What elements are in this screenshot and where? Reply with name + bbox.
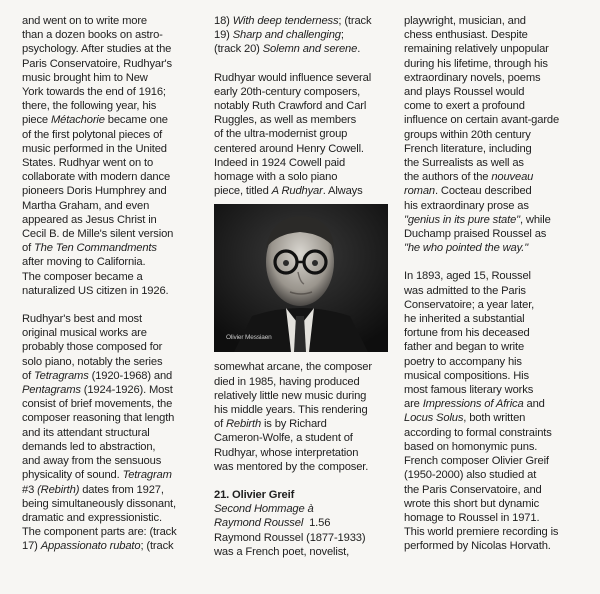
text-line: fortune from his deceased xyxy=(404,327,530,340)
text-line: . Always xyxy=(322,185,363,198)
paragraph xyxy=(214,360,392,474)
text-line: original musical works are xyxy=(22,327,147,340)
text-line: father and began to write xyxy=(404,341,525,354)
text-line: Impressions of Africa xyxy=(422,398,524,411)
text-line: composer reasoning that length xyxy=(22,412,175,425)
text-line: 19) xyxy=(214,29,233,42)
text-line: of xyxy=(22,369,34,382)
text-column-1 xyxy=(22,14,198,554)
text-line: roman xyxy=(404,185,435,198)
text-line: and went on to write more xyxy=(22,15,147,27)
text-line: Tetragram xyxy=(122,469,172,482)
track-header: 21. Olivier Greif xyxy=(214,489,295,502)
text-line: extraordinary novels, poems xyxy=(404,71,541,84)
paragraph xyxy=(404,14,584,255)
text-line: based on homonymic puns. xyxy=(404,440,538,453)
text-line: music performed in the United xyxy=(22,142,167,155)
paragraph xyxy=(404,269,584,553)
text-line: remaining relatively unpopular xyxy=(404,43,549,56)
text-line: groups within 20th century xyxy=(404,128,531,141)
text-line: of xyxy=(22,242,34,255)
text-line: chess enthusiast. Despite xyxy=(404,29,528,42)
text-line: piece, titled xyxy=(214,185,272,198)
text-line: became one xyxy=(104,114,168,127)
text-line: The Ten Commandments xyxy=(34,242,157,255)
text-line: Paris Conservatoire, Rudhyar's xyxy=(22,57,172,70)
text-line: naturalized US citizen in 1926. xyxy=(22,284,169,297)
text-line: , while xyxy=(519,213,551,226)
track-title: Raymond Roussel xyxy=(214,517,304,530)
text-line: ; (track xyxy=(140,540,174,553)
track-duration: 1.56 xyxy=(309,517,331,530)
text-line: 18) xyxy=(214,15,233,27)
text-line: appeared as Jesus Christ in xyxy=(22,213,157,226)
text-line: and xyxy=(523,398,545,411)
text-line: 17) xyxy=(22,540,41,553)
text-line: Indeed in 1924 Cowell paid xyxy=(214,156,346,169)
text-line: Métachorie xyxy=(50,114,105,127)
text-line: Rudhyar would influence several xyxy=(214,71,372,84)
text-line: (Rebirth) xyxy=(37,483,80,496)
text-line: Ruggles, as well as members xyxy=(214,114,357,127)
track-entry xyxy=(214,488,392,559)
text-line: influence on certain avant-garde xyxy=(404,114,560,127)
text-line: probably those composed for xyxy=(22,341,163,354)
text-line: dates from 1927, xyxy=(79,483,164,496)
text-line: physicality of sound. xyxy=(22,469,123,482)
text-line: poetry to accompany his xyxy=(404,355,522,368)
text-line: , both written xyxy=(463,412,526,425)
paragraph xyxy=(22,14,198,298)
text-line: during his lifetime, through his xyxy=(404,57,548,70)
text-line: Cecil B. de Mille's silent version xyxy=(22,228,174,241)
text-line: With deep tenderness xyxy=(232,15,339,27)
text-line: The composer became a xyxy=(22,270,143,283)
text-line: Raymond Roussel (1877-1933) xyxy=(214,531,366,544)
photo-caption: Olivier Messiaen xyxy=(226,334,272,342)
text-line: dramatic and expressionistic. xyxy=(22,511,162,524)
text-line: relatively little new music during xyxy=(214,389,367,402)
text-line: Martha Graham, and even xyxy=(22,199,150,212)
text-line: "genius in its pure state" xyxy=(404,213,520,226)
text-line: performed by Nicolas Horvath. xyxy=(404,540,551,553)
text-line: music brought him to New xyxy=(22,71,148,84)
text-line: psychology. After studies at the xyxy=(22,43,172,56)
portrait-illustration xyxy=(214,204,388,352)
text-line: of the first polytonal pieces of xyxy=(22,128,163,141)
text-line: piece xyxy=(22,114,51,127)
text-line: (1950-2000) also studied at xyxy=(404,469,537,482)
text-line: Rudhyar, whose interpretation xyxy=(214,446,359,459)
text-column-3 xyxy=(404,14,584,554)
text-line: and away from the sensuous xyxy=(22,455,162,468)
text-line: Tetragrams xyxy=(34,369,89,382)
text-line: somewhat arcane, the composer xyxy=(214,361,372,374)
text-line: Rebirth xyxy=(226,418,262,431)
text-line: consist of brief movements, the xyxy=(22,398,173,411)
text-line: and plays Roussel would xyxy=(404,86,525,99)
text-line: York towards the end of 1916; xyxy=(22,86,166,99)
text-line: of the ultra-modernist group xyxy=(214,128,348,141)
text-line: (1924-1926). Most xyxy=(80,384,173,397)
text-line: centered around Henry Cowell. xyxy=(214,142,364,155)
text-line: States. Rudhyar went on to xyxy=(22,157,154,170)
text-line: he inherited a substantial xyxy=(404,313,525,326)
text-line: is by Richard xyxy=(261,418,327,431)
text-line: and its attendant structural xyxy=(22,426,150,439)
track-title: Second Hommage à xyxy=(214,503,314,516)
text-line: ; (track xyxy=(338,15,372,27)
text-line: are xyxy=(404,398,423,411)
text-line: the Surrealists as well as xyxy=(404,157,524,170)
text-line: was admitted to the Paris xyxy=(404,284,526,297)
text-line: come to exert a profound xyxy=(404,100,525,113)
paragraph xyxy=(22,312,198,553)
text-line: according to formal constraints xyxy=(404,426,552,439)
text-line: Pentagrams xyxy=(22,384,81,397)
text-line: Conservatoire; a year later, xyxy=(404,298,535,311)
text-line: was a French poet, novelist, xyxy=(214,545,350,558)
text-line: . Cocteau described xyxy=(434,185,532,198)
text-line: homage with a solo piano xyxy=(214,171,338,184)
text-line: . xyxy=(357,43,361,56)
text-line: (1920-1968) and xyxy=(88,369,173,382)
text-line: playwright, musician, and xyxy=(404,15,526,27)
text-line: The component parts are: (track xyxy=(22,526,177,539)
text-line: notably Ruth Crawford and Carl xyxy=(214,100,367,113)
text-line: than a dozen books on astro- xyxy=(22,29,163,42)
text-line: ; xyxy=(340,29,344,42)
text-line: A Rudhyar xyxy=(271,185,323,198)
text-line: his middle years. This rendering xyxy=(214,404,368,417)
text-line: This world premiere recording is xyxy=(404,526,559,539)
text-line: French literature, including xyxy=(404,142,532,155)
text-line: of xyxy=(214,418,226,431)
text-line: most famous literary works xyxy=(404,384,534,397)
text-line: Appassionato rubato xyxy=(40,540,141,553)
text-line: Solemn and serene xyxy=(262,43,358,56)
text-line: demands led to abstraction, xyxy=(22,440,156,453)
text-line: after moving to California. xyxy=(22,256,146,269)
text-line: Cameron-Wolfe, a student of xyxy=(214,432,353,445)
text-line: was mentored by the composer. xyxy=(214,460,369,473)
text-line: French composer Olivier Greif xyxy=(404,455,549,468)
text-line: "he who pointed the way." xyxy=(404,242,529,255)
text-line: early 20th-century composers, xyxy=(214,85,361,98)
text-line: pioneers Doris Humphrey and xyxy=(22,185,167,198)
portrait-photo xyxy=(214,204,388,352)
text-line: died in 1985, having produced xyxy=(214,375,360,388)
text-line: collaborate with modern dance xyxy=(22,171,171,184)
text-column-2 xyxy=(214,14,392,559)
text-line: wrote this short but dynamic xyxy=(404,497,540,510)
text-line: his extraordinary prose as xyxy=(404,199,529,212)
text-line: there, the following year, his xyxy=(22,100,157,113)
text-line: Rudhyar's best and most xyxy=(22,313,142,326)
text-line: Locus Solus xyxy=(404,412,464,425)
text-line: solo piano, notably the series xyxy=(22,355,163,368)
text-line: musical compositions. His xyxy=(404,369,529,382)
text-line: nouveau xyxy=(491,171,534,184)
paragraph xyxy=(214,14,392,57)
text-line: #3 xyxy=(22,483,38,496)
text-line: Duchamp praised Roussel as xyxy=(404,228,547,241)
text-line: (track 20) xyxy=(214,43,263,56)
paragraph xyxy=(214,71,392,199)
text-line: the authors of the xyxy=(404,171,492,184)
text-line: the Paris Conservatoire, and xyxy=(404,483,542,496)
text-line: homage to Roussel in 1971. xyxy=(404,511,540,524)
text-line: In 1893, aged 15, Roussel xyxy=(404,270,531,283)
text-line: being simultaneously dissonant, xyxy=(22,497,176,510)
text-line: Sharp and challenging xyxy=(232,29,341,42)
